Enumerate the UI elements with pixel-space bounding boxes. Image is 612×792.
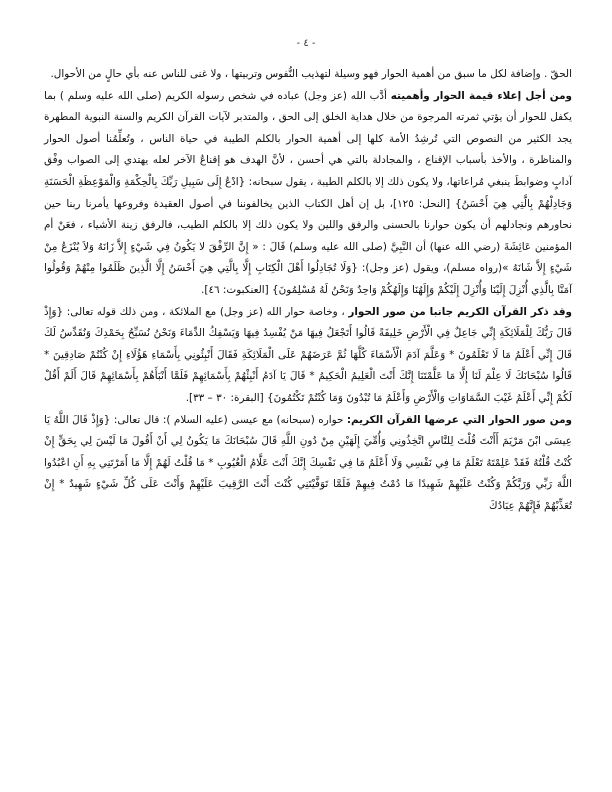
paragraph-heading: ومن أجل إعلاء قيمة الحوار وأهميته: [390, 89, 573, 102]
body-text: [44, 64, 572, 517]
paragraph-dialogue-value: [44, 86, 572, 302]
page-number: - ٤ -: [296, 38, 316, 49]
paragraph-intro-continuation: [44, 64, 572, 86]
paragraph-heading: ومن صور الحوار التي عرضها القرآن الكريم:: [346, 413, 572, 426]
paragraph-text: حواره (سبحانه) مع عيسى (عليه السلام ): قال تعالى: {وَإِذْ قَالَ اللَّهُ يَا عِيسَى ابْنَ مَرْيَمَ أَأَنْتَ قُلْتَ لِلنَّاسِ اتَّخِذُونِي وَأُمِّيَ إِلَهَيْنِ مِنْ دُونِ اللَّهِ قَالَ سُبْحَانَكَ مَا يَكُونُ لِي أَنْ أَقُولَ مَا لَيْسَ لِي بِحَقٍّ إِنْ كُنْتُ قُلْتُهُ فَقَدْ عَلِمْتَهُ تَعْلَمُ مَا فِي نَفْسِي وَلَا أَعْلَمُ مَا فِي نَفْسِكَ إِنَّكَ أَنْتَ عَلَّامُ الْغُيُوبِ * مَا قُلْتُ لَهُمْ إِلَّا مَا أَمَرْتَنِي بِهِ أَنِ اعْبُدُوا اللَّهَ رَبِّي وَرَبَّكُمْ وَكُنْتُ عَلَيْهِمْ شَهِيدًا مَا دُمْتُ فِيهِمْ فَلَمَّا تَوَفَّيْتَنِي كُنْتَ أَنْتَ الرَّقِيبَ عَلَيْهِمْ وَأَنْتَ عَلَى كُلِّ شَيْءٍ شَهِيدٌ * إِنْ تُعَذِّبْهُمْ فَإِنَّهُمْ عِبَادُكَ: [44, 413, 572, 512]
paragraph-angels-dialogue: [44, 302, 572, 410]
paragraph-text: ، وخاصة حوار الله (عز وجل) مع الملائكة ، ومن ذلك قوله تعالى: {وَإِذْ قَالَ رَبُّكَ لِلْمَلَائِكَةِ إِنِّي جَاعِلٌ فِي الْأَرْضِ خَلِيفَةً قَالُوا أَتَجْعَلُ فِيهَا مَنْ يُفْسِدُ فِيهَا وَيَسْفِكُ الدِّمَاءَ وَنَحْنُ نُسَبِّحُ بِحَمْدِكَ وَنُقَدِّسُ لَكَ قَالَ إِنِّي أَعْلَمُ مَا لَا تَعْلَمُونَ * وَعَلَّمَ آدَمَ الْأَسْمَاءَ كُلَّهَا ثُمَّ عَرَضَهُمْ عَلَى الْمَلَائِكَةِ فَقَالَ أَنْبِئُونِي بِأَسْمَاءِ هَؤُلَاءِ إِنْ كُنْتُمْ صَادِقِينَ * قَالُوا سُبْحَانَكَ لَا عِلْمَ لَنَا إِلَّا مَا عَلَّمْتَنَا إِنَّكَ أَنْتَ الْعَلِيمُ الْحَكِيمُ * قَالَ يَا آدَمُ أَنْبِئْهُمْ بِأَسْمَائِهِمْ فَلَمَّا أَنْبَأَهُمْ بِأَسْمَائِهِمْ قَالَ أَلَمْ أَقُلْ لَكُمْ إِنِّي أَعْلَمُ غَيْبَ السَّمَاوَاتِ وَالْأَرْضِ وَأَعْلَمُ مَا تُبْدُونَ وَمَا كُنْتُمْ تَكْتُمُونَ} [البقرة: ٣٠ – ٣٣].: [44, 305, 572, 404]
paragraph-text: الحقّ . وإضافة لكل ما سبق من أهمية الحوار فهو وسيلة لتهذيب النُّفوس وتربيتها ، ولا غنى للناس عنه بأي حالٍ من الأحوال.: [50, 68, 572, 80]
paragraph-text: أدَّب الله (عز وجل) عباده في شخص رسوله الكريم (صلى الله عليه وسلم ) بما يكفل للحوار أن يؤتي ثمرته المرجوة من خلال هداية الخلق إلى الحق ، والمتدبر لآيات القرآن الكريم والسنة النبوية المطهرة يجد الكثير من النصوص التي تُرشِدُ الأمة كلها إلى أهمية الحوار بالكلم الطيبة في حياة الناس ، وتُعلِّمُنا أصول الحوار والمناظرة ، والأخذ بأسباب الإقناع ، والمجادلة بالتي هي أحسن ، لأنَّ الهدف هو إقناعُ الآخر لعله يهتدي إلى الصواب وفْق آدابٍ وضوابطَ ينبغي مُراعاتها، ولا يكون ذلك إلا بالكلم الطيبة ، يقول سبحانه: {ادْعُ إِلَى سَبِيلِ رَبِّكَ بِالْحِكْمَةِ وَالْمَوْعِظَةِ الْحَسَنَةِ وَجَادِلْهُمْ بِالَّتِي هِيَ أَحْسَنُ} [النحل: ١٢٥]، بل إن أهل الكتاب الذين يخالفوننا في أصول العقيدة وفروعها يأمرنا ربنا حين نحاورهم ونجادلهم أن يكون حوارنا بالحسنى والرفق واللين ولا يكون ذلك إلا بالكلم الطيب، فالرفق زينة الأشياء ، فعَنْ أم المؤمنين عَائِشَةَ (رضي الله عنها) أن النَّبِيَّ (صلى الله عليه وسلم) قَالَ : « إِنَّ الرِّفْقَ لا يَكُونُ فِي شَيْءٍ إِلاَّ زَانَهُ وَلاَ يُنْزَعُ مِنْ شَيْءٍ إِلاَّ شَانَهُ »(رواه مسلم)، ويقول (عز وجل): {وَلَا تُجَادِلُوا أَهْلَ الْكِتَابِ إِلَّا بِالَّتِي هِيَ أَحْسَنُ إِلَّا الَّذِينَ ظَلَمُوا مِنْهُمْ وَقُولُوا آمَنَّا بِالَّذِي أُنْزِلَ إِلَيْنَا وَأُنْزِلَ إِلَيْكُمْ وَإِلَهُنَا وَإِلَهُكُمْ وَاحِدٌ وَنَحْنُ لَهُ مُسْلِمُونَ} [العنكبوت: ٤٦].: [44, 89, 573, 296]
paragraph-isa-dialogue: [44, 410, 572, 518]
paragraph-heading: وقد ذكر القرآن الكريم جانبا من صور الحوار: [348, 305, 572, 318]
